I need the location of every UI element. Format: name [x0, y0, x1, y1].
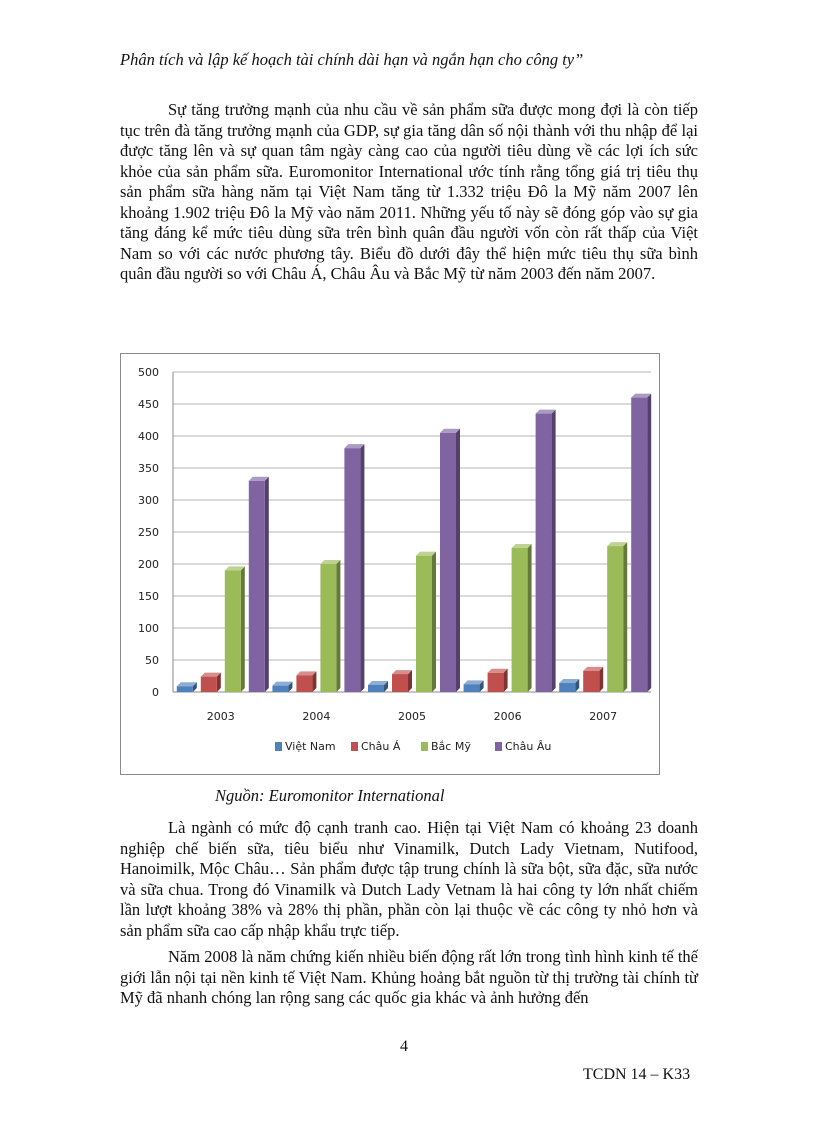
bar-Châu Âu-2007 [631, 398, 647, 692]
bar-Bắc Mỹ-2003 [225, 570, 241, 692]
bar-Việt Nam-2003 [177, 686, 193, 692]
bar-side [647, 394, 651, 692]
legend-swatch [275, 742, 282, 751]
y-tick-label: 400 [138, 430, 159, 443]
y-tick-label: 500 [138, 366, 159, 379]
legend-label: Châu Á [361, 740, 401, 753]
y-tick-label: 450 [138, 398, 159, 411]
bar-Châu Á-2005 [392, 674, 408, 692]
y-tick-label: 100 [138, 622, 159, 635]
bar-Việt Nam-2004 [272, 686, 288, 692]
bar-Châu Á-2003 [201, 677, 217, 692]
bar-chart-svg [121, 354, 661, 776]
bar-Châu Á-2006 [488, 673, 504, 692]
bar-side [528, 544, 532, 692]
bar-Bắc Mỹ-2007 [607, 546, 623, 692]
bar-Châu Âu-2006 [536, 414, 552, 692]
bar-side [336, 560, 340, 692]
page-footer: TCDN 14 – K33 [583, 1066, 691, 1083]
y-tick-label: 250 [138, 526, 159, 539]
page-number: 4 [400, 1038, 408, 1055]
y-tick-label: 350 [138, 462, 159, 475]
y-tick-label: 200 [138, 558, 159, 571]
bar-side [552, 410, 556, 692]
y-tick-label: 0 [152, 686, 159, 699]
legend-swatch [495, 742, 502, 751]
bar-Châu Á-2004 [296, 675, 312, 692]
bar-Bắc Mỹ-2004 [320, 564, 336, 692]
milk-consumption-chart [120, 353, 660, 775]
bar-Bắc Mỹ-2005 [416, 556, 432, 692]
x-tick-label: 2004 [302, 710, 331, 723]
x-tick-label: 2005 [398, 710, 426, 723]
bar-Việt Nam-2006 [464, 684, 480, 692]
legend-label: Việt Nam [285, 740, 336, 753]
bar-Việt Nam-2007 [559, 683, 575, 692]
y-tick-label: 50 [145, 654, 159, 667]
bar-side [265, 477, 269, 692]
bar-side [241, 566, 245, 692]
bar-Châu Âu-2003 [249, 481, 265, 692]
bar-Châu Âu-2004 [344, 448, 360, 692]
bar-side [456, 429, 460, 692]
legend-label: Châu Âu [505, 740, 552, 753]
y-tick-label: 300 [138, 494, 159, 507]
bar-side [623, 542, 627, 692]
x-tick-label: 2006 [493, 710, 522, 723]
running-header: Phân tích và lập kế hoạch tài chính dài hạn và ngắn hạn cho công ty” [120, 50, 584, 69]
bar-side [432, 552, 436, 692]
chart-source-caption: Nguồn: Euromonitor International [215, 786, 445, 805]
y-tick-label: 150 [138, 590, 159, 603]
legend-label: Bắc Mỹ [431, 740, 471, 753]
bar-side [360, 444, 364, 692]
legend-swatch [421, 742, 428, 751]
bar-Bắc Mỹ-2006 [512, 548, 528, 692]
bar-Châu Á-2007 [583, 671, 599, 692]
bar-side [504, 669, 508, 692]
bar-side [599, 667, 603, 692]
x-tick-label: 2003 [206, 710, 235, 723]
paragraph-2008: Năm 2008 là năm chứng kiến nhiều biến động rất lớn trong tình hình kinh tế thế giới lẫn nội tại nền kinh tế Việt Nam. Khủng hoảng bắt nguồn từ thị trường tài chính từ Mỹ đã nhanh chóng lan rộng sang các quốc gia khác và ảnh hưởng đến [120, 947, 698, 1007]
paragraph-intro: Sự tăng trưởng mạnh của nhu cầu về sản phẩm sữa được mong đợi là còn tiếp tục trên đà tăng trưởng mạnh của GDP, sự gia tăng dân số nội thành với thu nhập để lại được tăng lên và sự quan tâm ngày càng cao của người tiêu dùng về các lợi ích sức khỏe của sản phẩm sữa. Euromonitor International ước tính rằng tổng giá trị tiêu thụ sản phẩm sữa hàng năm tại Việt Nam tăng từ 1.332 triệu Đô la Mỹ năm 2007 lên khoảng 1.902 triệu Đô la Mỹ vào năm 2011. Những yếu tố này sẽ đóng góp vào sự gia tăng đáng kể mức tiêu dùng sữa trên bình quân đầu người vốn còn rất thấp của Việt Nam so với các nước phương tây. Biểu đồ dưới đây thể hiện mức tiêu thụ sữa bình quân đầu người so với Châu Á, Châu Âu và Bắc Mỹ từ năm 2003 đến năm 2007. [120, 100, 698, 283]
legend-swatch [351, 742, 358, 751]
bar-Việt Nam-2005 [368, 685, 384, 692]
paragraph-competition: Là ngành có mức độ cạnh tranh cao. Hiện tại Việt Nam có khoảng 23 doanh nghiệp chế biến sữa, tiêu biểu như Vinamilk, Dutch Lady Vietnam, Nutifood, Hanoimilk, Mộc Châu… Sản phẩm được tập trung chính là sữa bột, sữa đặc, sữa nước và sữa chua. Trong đó Vinamilk và Dutch Lady Vetnam là hai công ty lớn nhất chiếm lần lượt khoảng 38% và 28% thị phần, phần còn lại thuộc về các công ty nhỏ hơn và sản phẩm sữa cao cấp nhập khẩu trực tiếp. [120, 818, 698, 940]
x-tick-label: 2007 [589, 710, 618, 723]
bar-Châu Âu-2005 [440, 433, 456, 692]
